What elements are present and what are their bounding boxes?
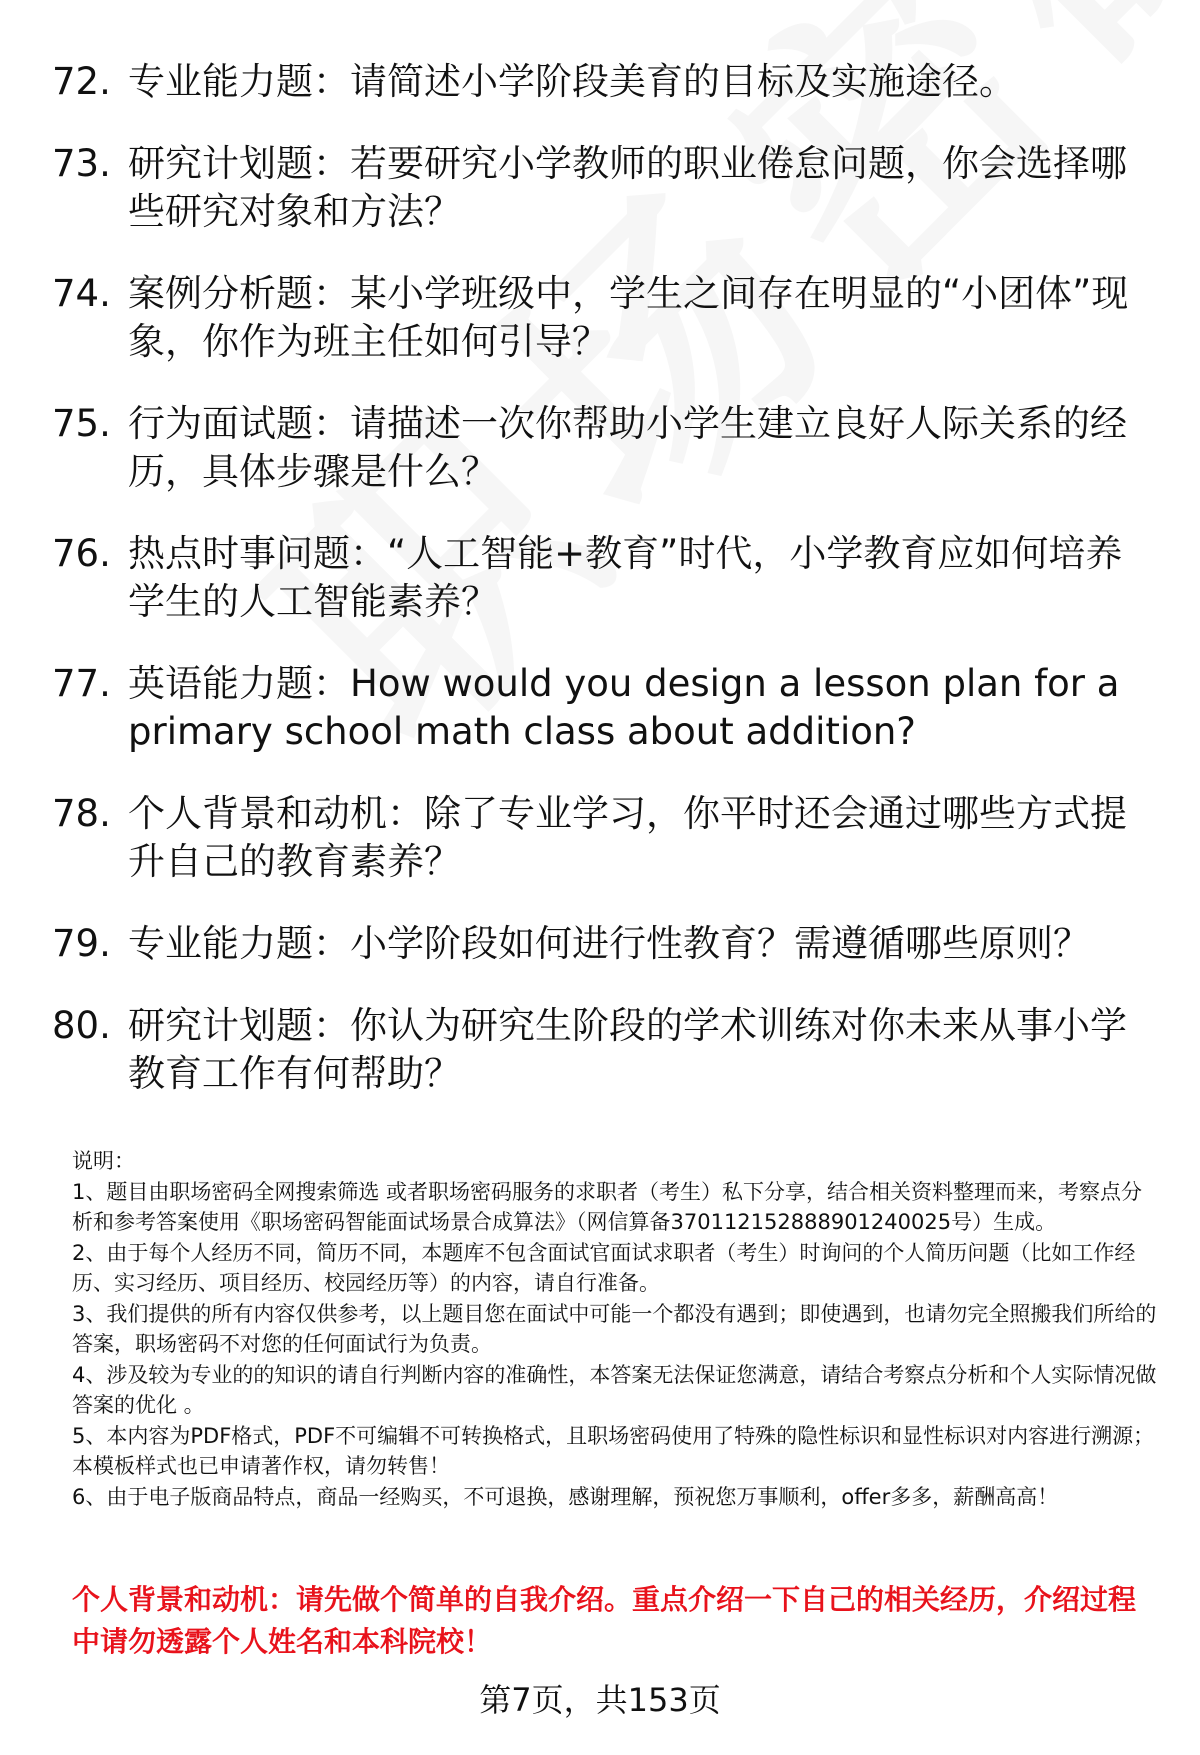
note-item: 4、涉及较为专业的的知识的请自行判断内容的准确性，本答案无法保证您满意，请结合考察点分析和个人实际情况做答案的优化 。 xyxy=(72,1362,1157,1417)
question-number: 77. xyxy=(52,662,111,705)
question-text: 行为面试题：请描述一次你帮助小学生建立良好人际关系的经历，具体步骤是什么？ xyxy=(128,402,1127,493)
question-number: 78. xyxy=(52,792,111,835)
question-text: 专业能力题：请简述小学阶段美育的目标及实施途径。 xyxy=(128,60,1016,103)
page-number: 第7页，共153页 xyxy=(479,1681,721,1719)
question-text: 研究计划题：你认为研究生阶段的学术训练对你未来从事小学教育工作有何帮助？ xyxy=(128,1004,1127,1095)
question-number: 75. xyxy=(52,402,111,445)
note-item: 3、我们提供的所有内容仅供参考，以上题目您在面试中可能一个都没有遇到；即使遇到，也请勿完全照搬我们所给的答案，职场密码不对您的任何面试行为负责。 xyxy=(72,1301,1157,1356)
note-item: 2、由于每个人经历不同，简历不同，本题库不包含面试官面试求职者（考生）时询问的个人简历问题（比如工作经历、实习经历、项目经历、校园经历等）的内容，请自行准备。 xyxy=(72,1240,1136,1295)
question-text: 个人背景和动机：除了专业学习，你平时还会通过哪些方式提升自己的教育素养？ xyxy=(128,792,1127,883)
question-item xyxy=(52,400,1162,496)
note-item: 5、本内容为PDF格式，PDF不可编辑不可转换格式，且职场密码使用了特殊的隐性标识和显性标识对内容进行溯源；本模板样式也已申请著作权，请勿转售！ xyxy=(72,1423,1155,1478)
question-item xyxy=(52,1002,1162,1098)
highlight-question: 个人背景和动机：请先做个简单的自我介绍。重点介绍一下自己的相关经历，介绍过程中请勿透露个人姓名和本科院校！ xyxy=(72,1583,1137,1658)
question-number: 76. xyxy=(52,532,111,575)
question-item xyxy=(52,530,1162,626)
question-item xyxy=(52,660,1162,756)
question-text: 英语能力题：How would you design a lesson plan for a primary school math class about addition? xyxy=(128,662,1120,753)
question-item xyxy=(52,270,1162,366)
question-number: 79. xyxy=(52,922,111,965)
question-text: 案例分析题：某小学班级中，学生之间存在明显的“小团体”现象，你作为班主任如何引导？ xyxy=(128,272,1129,363)
question-item xyxy=(52,140,1162,236)
question-number: 80. xyxy=(52,1004,111,1047)
question-item xyxy=(52,790,1162,886)
question-number: 72. xyxy=(52,60,111,103)
notes-title: 说明： xyxy=(72,1149,135,1173)
question-item xyxy=(52,920,1162,968)
note-item: 1、题目由职场密码全网搜索筛选 或者职场密码服务的求职者（考生）私下分享，结合相关资料整理而来，考察点分析和参考答案使用《职场密码智能面试场景合成算法》（网信算备370112152888901240025号）生成。 xyxy=(72,1179,1143,1234)
note-item: 6、由于电子版商品特点，商品一经购买，不可退换，感谢理解，预祝您万事顺利，offer多多，薪酬高高！ xyxy=(72,1484,1059,1509)
question-text: 热点时事问题：“人工智能+教育”时代，小学教育应如何培养学生的人工智能素养？ xyxy=(128,532,1123,623)
question-text: 专业能力题：小学阶段如何进行性教育？需遵循哪些原则？ xyxy=(128,922,1090,965)
question-number: 74. xyxy=(52,272,111,315)
question-list xyxy=(52,58,1162,1132)
notes-section xyxy=(72,1146,1162,1512)
question-item xyxy=(52,58,1162,106)
question-text: 研究计划题：若要研究小学教师的职业倦怠问题，你会选择哪些研究对象和方法？ xyxy=(128,142,1127,233)
question-number: 73. xyxy=(52,142,111,185)
